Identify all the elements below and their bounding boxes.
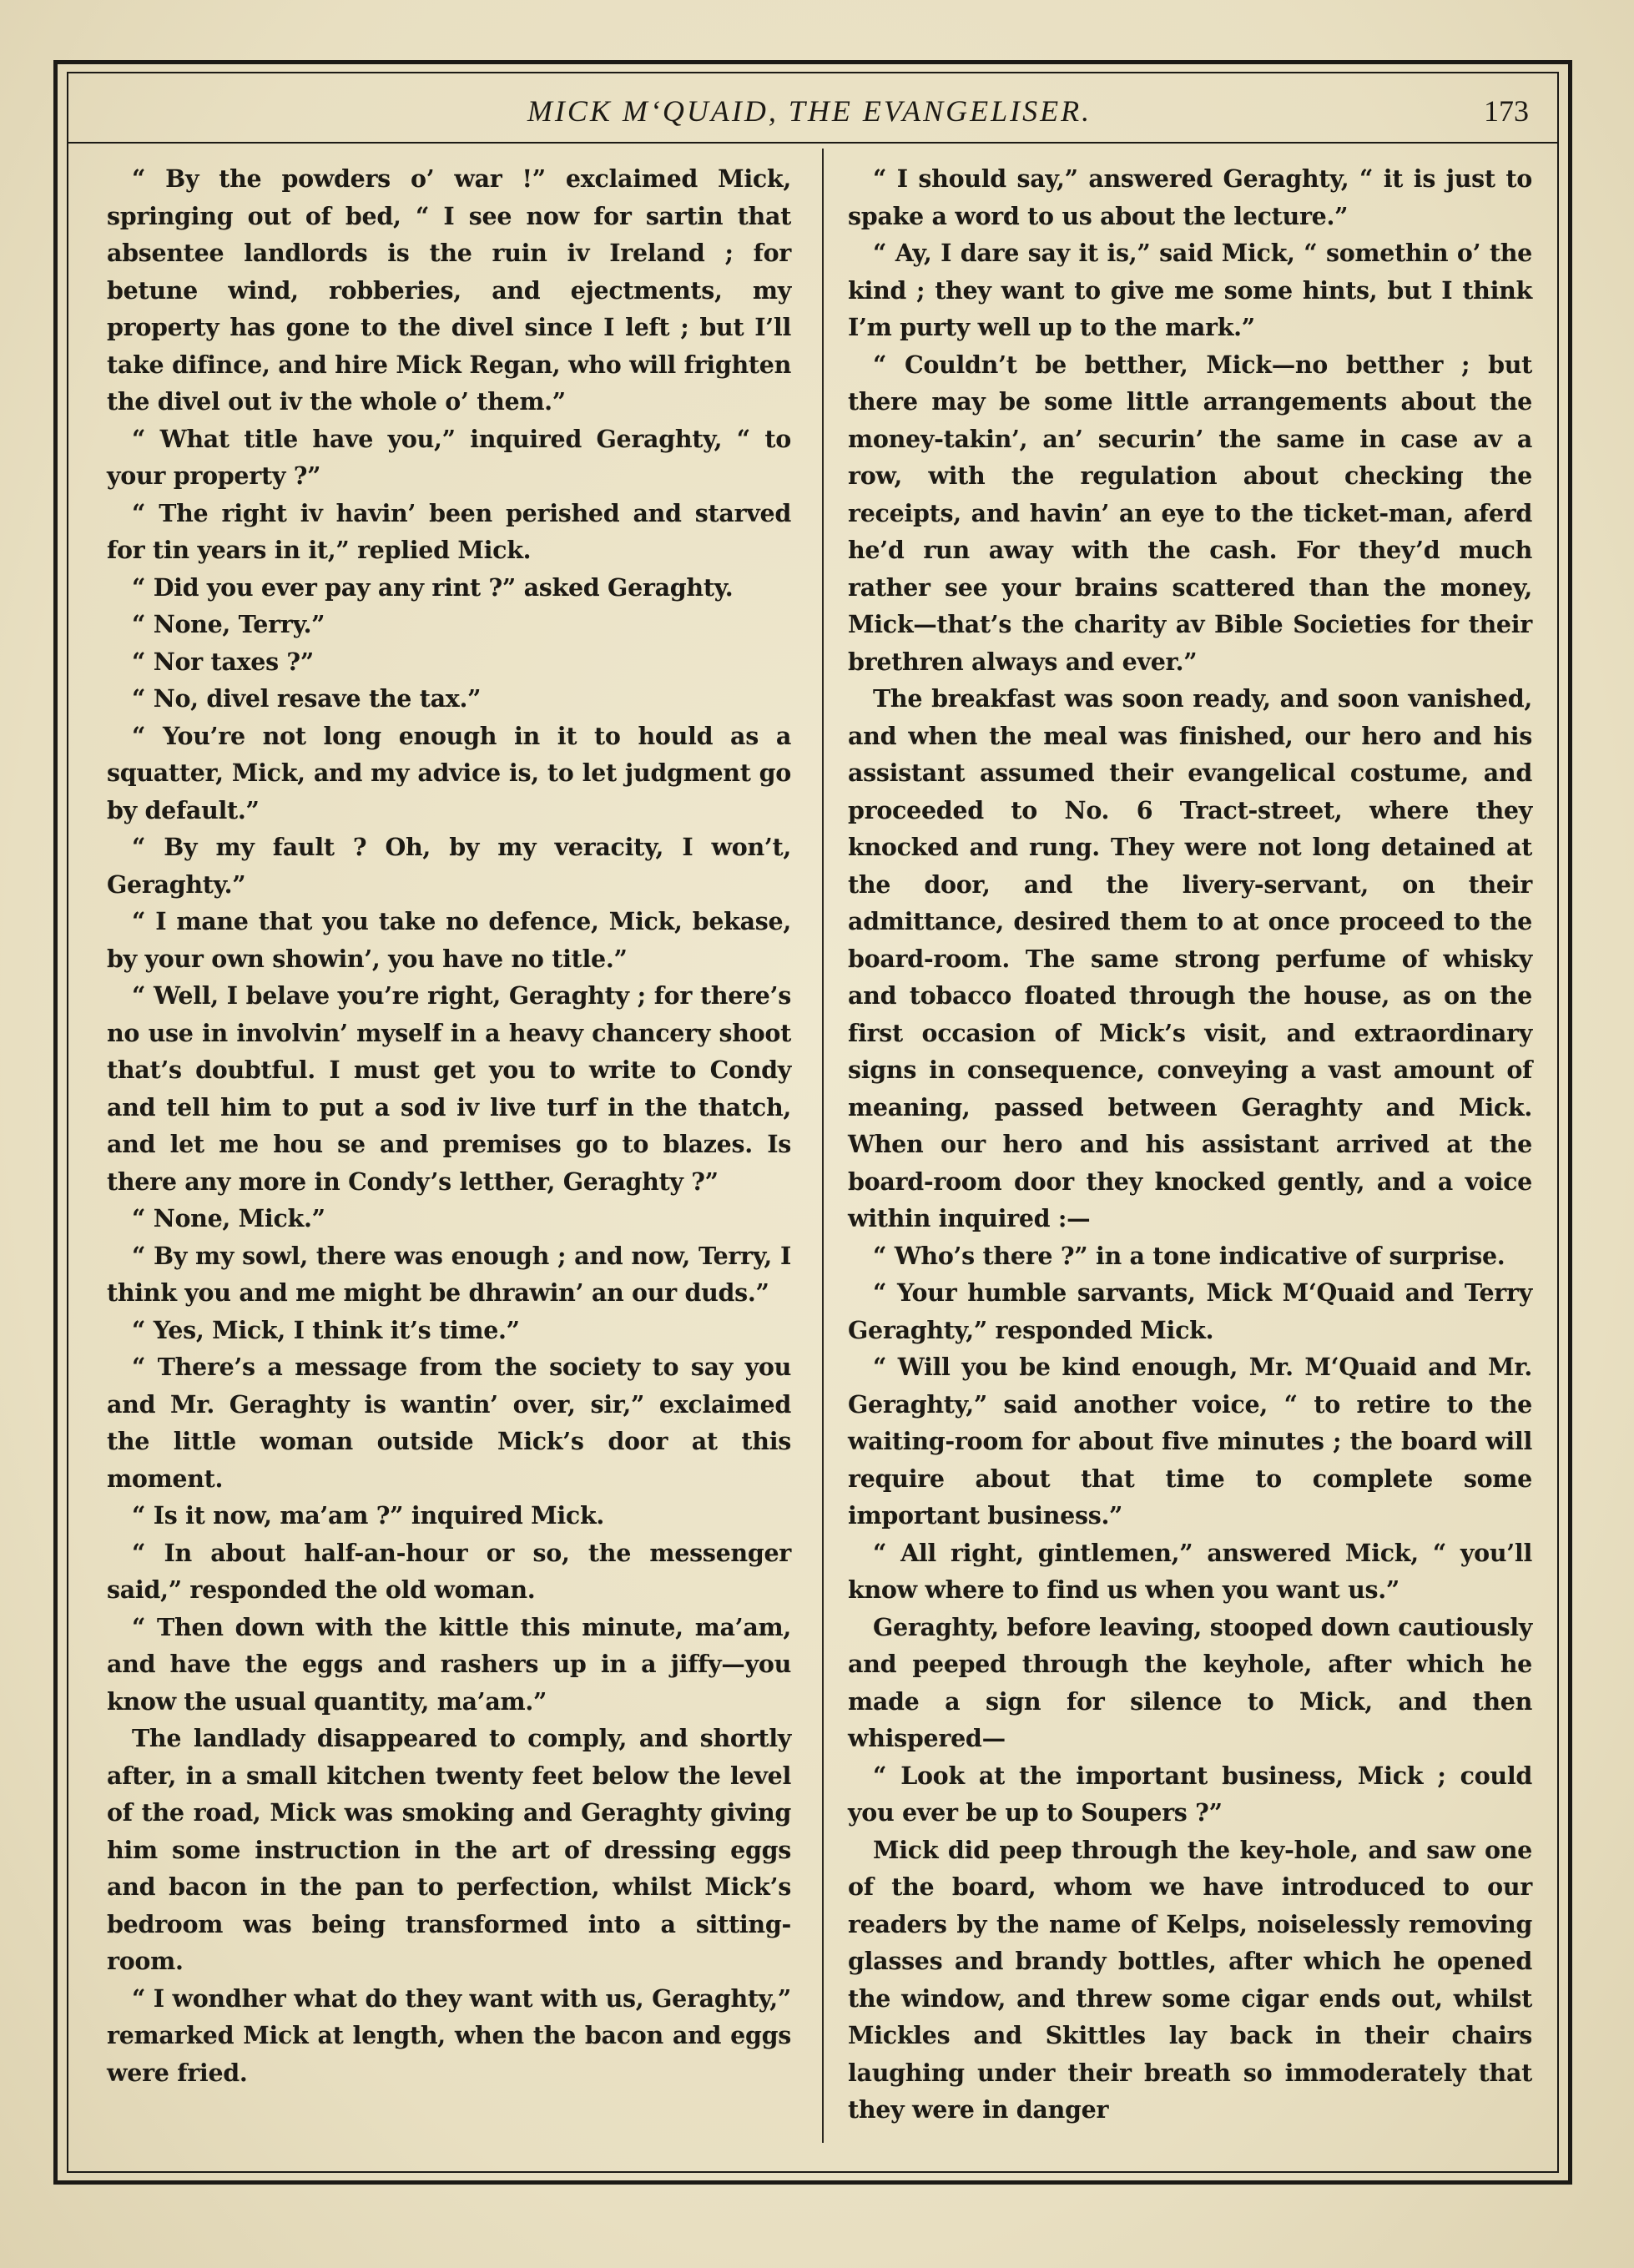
paragraph: “ By my sowl, there was enough ; and now, Terry, I think you and me might be dhrawin’ an our duds.” bbox=[107, 1241, 791, 1307]
right-column bbox=[848, 160, 1532, 2129]
paragraph: “ The right iv havin’ been perished and starved for tin years in it,” replied Mick. bbox=[107, 498, 791, 564]
paragraph: “ Well, I belave you’re right, Geraghty ; for there’s no use in involvin’ myself in a heavy chancery shoot that’s doubtful. I must get you to write to Condy and tell him to put a sod iv live turf in the thatch, and let me hou se and premises go to blazes. Is there any more in Condy’s letther, Geraghty ?” bbox=[107, 981, 791, 1196]
paragraph: “ Your humble sarvants, Mick M‘Quaid and Terry Geraghty,” responded Mick. bbox=[848, 1278, 1532, 1344]
paragraph: “ None, Terry.” bbox=[132, 610, 325, 638]
paragraph: “ Ay, I dare say it is,” said Mick, “ somethin o’ the kind ; they want to give me some hints, but I think I’m purty well up to the mark.” bbox=[848, 239, 1532, 341]
paragraph: Mick did peep through the key-hole, and saw one of the board, whom we have introduced to our readers by the name of Kelps, noiselessly removing glasses and brandy bottles, after which he opened the window, and threw some cigar ends out, whilst Mickles and Skittles lay back in their chairs laughing under their breath so immoderately that they were in danger bbox=[848, 1835, 1532, 2124]
paragraph: “ You’re not long enough in it to hould as a squatter, Mick, and my advice is, to let judgment go by default.” bbox=[107, 721, 791, 824]
paragraph: “ I mane that you take no defence, Mick, bekase, by your own showin’, you have no title.” bbox=[107, 907, 791, 973]
paragraph: “ What title have you,” inquired Geraghty, “ to your property ?” bbox=[107, 424, 791, 490]
paragraph: “ No, divel resave the tax.” bbox=[132, 684, 482, 713]
column-divider bbox=[822, 149, 824, 2143]
paragraph: “ By the powders o’ war !” exclaimed Mick, springing out of bed, “ I see now for sartin that absentee landlords is the ruin iv Ireland ; for betune wind, robberies, and ejectments, my property has gone to the divel since I left ; but I’ll take difince, and hire Mick Regan, who will frighten the divel out iv the whole o’ them.” bbox=[107, 164, 791, 416]
paragraph: “ Did you ever pay any rint ?” asked Geraghty. bbox=[132, 572, 734, 602]
paragraph: “ Will you be kind enough, Mr. M‘Quaid and Mr. Geraghty,” said another voice, “ to retire to the waiting-room for about five minutes ; the board will require about that time to complete some important business.” bbox=[848, 1353, 1532, 1530]
paragraph: “ Who’s there ?” in a tone indicative of surprise. bbox=[873, 1241, 1505, 1270]
paragraph: “ I wondher what do they want with us, Geraghty,” remarked Mick at length, when the bacon and eggs were fried. bbox=[107, 1983, 791, 2087]
paragraph: “ Nor taxes ?” bbox=[132, 647, 314, 676]
paragraph: “ Look at the important business, Mick ; could you ever be up to Soupers ?” bbox=[848, 1761, 1532, 1827]
paragraph: “ None, Mick.” bbox=[132, 1204, 325, 1232]
paragraph: “ I should say,” answered Geraghty, “ it is just to spake a word to us about the lecture.” bbox=[848, 164, 1532, 230]
paragraph: The breakfast was soon ready, and soon vanished, and when the meal was finished, our hero and his assistant assumed their evangelical costume, and proceeded to No. 6 Tract-street, where they knocked and rung. They were not long detained at the door, and the livery-servant, on their admittance, desired them to at once proceed to the board-room. The same strong perfume of whisky and tobacco floated through the house, as on the first occasion of Mick’s visit, and extraordinary signs in consequence, conveying a vast amount of meaning, passed between Geraghty and Mick. When our hero and his assistant arrived at the board-room door they knocked gently, and a voice within inquired :— bbox=[848, 684, 1532, 1232]
header-rule bbox=[67, 142, 1559, 144]
paragraph: Geraghty, before leaving, stooped down cautiously and peeped through the keyhole, after which he made a sign for silence to Mick, and then whispered— bbox=[848, 1612, 1532, 1752]
page-number: 173 bbox=[1484, 94, 1529, 128]
left-column bbox=[107, 160, 791, 2091]
paragraph: “ By my fault ? Oh, by my veracity, I won’t, Geraghty.” bbox=[107, 833, 791, 899]
paragraph: “ In about half-an-hour or so, the messenger said,” responded the old woman. bbox=[107, 1538, 791, 1604]
paragraph: “ There’s a message from the society to say you and Mr. Geraghty is wantin’ over, sir,” exclaimed the little woman outside Mick’s door at this moment. bbox=[107, 1353, 791, 1493]
paragraph: “ Is it now, ma’am ?” inquired Mick. bbox=[132, 1501, 605, 1530]
paragraph: “ All right, gintlemen,” answered Mick, “ you’ll know where to find us when you want us.” bbox=[848, 1538, 1532, 1604]
paragraph: “ Then down with the kittle this minute, ma’am, and have the eggs and rashers up in a jiffy—you know the usual quantity, ma’am.” bbox=[107, 1612, 791, 1716]
paragraph: “ Yes, Mick, I think it’s time.” bbox=[132, 1315, 520, 1344]
paragraph: “ Couldn’t be betther, Mick—no betther ; but there may be some little arrangements about the money-takin’, an’ securin’ the same in case av a row, with the regulation about checking the receipts, and havin’ an eye to the ticket-man, aferd he’d run away with the cash. For they’d much rather see your brains scattered than the money, Mick—that’s the charity av Bible Societies for their brethren always and ever.” bbox=[848, 350, 1532, 676]
paragraph: The landlady disappeared to comply, and shortly after, in a small kitchen twenty feet below the level of the road, Mick was smoking and Geraghty giving him some instruction in the art of dressing eggs and bacon in the pan to perfection, whilst Mick’s bedroom was being transformed into a sitting-room. bbox=[107, 1724, 791, 1975]
running-title: MICK M‘QUAID, THE EVANGELISER. bbox=[527, 94, 1092, 128]
